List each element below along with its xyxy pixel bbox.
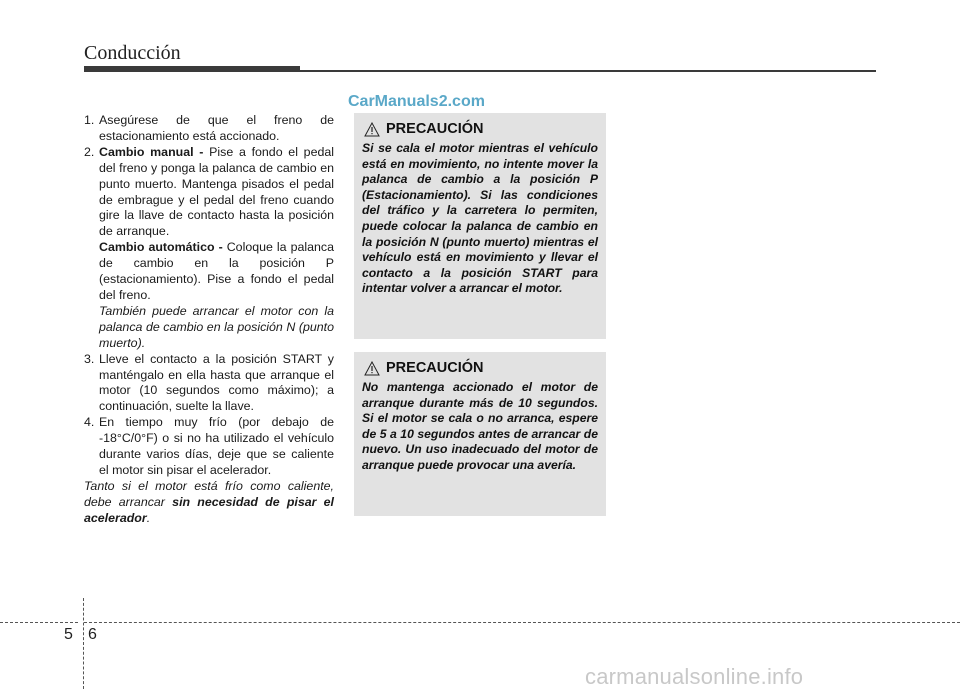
step-3-number: 3. <box>84 351 95 366</box>
step-2 <box>84 145 334 240</box>
step-2-note: También puede arrancar el motor con la palanca de cambio en la posición N (punto muerto). <box>99 303 334 350</box>
step-2-label: Cambio manual - <box>99 144 204 159</box>
step-3 <box>84 352 334 416</box>
step-2b-label: Cambio automático - <box>99 240 223 255</box>
caution-1-header <box>364 121 606 137</box>
caution-box-2 <box>354 352 606 516</box>
caution-2-header <box>364 360 606 376</box>
caution-2-title: PRECAUCIÓN <box>386 360 484 376</box>
footer-dashed-divider <box>83 598 84 689</box>
watermark-bottom: carmanualsonline.info <box>585 664 804 689</box>
warning-triangle-icon <box>364 122 380 137</box>
watermark-top: CarManuals2.com <box>348 93 485 110</box>
step-2-number: 2. <box>84 144 95 159</box>
caution-1-body: Si se cala el motor mientras el vehículo está en movimiento, no intente mover la palanca de cambio a la posición P (Estacionamiento). Si las condiciones del tráfico y la carretera lo permiten, puede colocar la palanca de cambio en la posición N (punto muerto) mientras el vehículo está en movimiento y llevar el contacto a la posición START para intentar volver a arrancar el motor. <box>362 141 598 296</box>
section-number: 5 <box>64 626 73 643</box>
caution-2-body: No mantenga accionado el motor de arranque durante más de 10 segundos. Si el motor se cala o no arranca, espere de 5 a 10 segundos antes de arrancar de nuevo. Un uso inadecuado del motor de arranque puede provocar una avería. <box>362 380 598 472</box>
warning-triangle-icon <box>364 361 380 376</box>
step-1-number: 1. <box>84 113 95 127</box>
header-rule-thin <box>300 70 876 72</box>
step-3-text: Lleve el contacto a la posición START y manténgalo en ella hasta que arranque el motor (10 segundos como máximo); a continuación, suelte la llave. <box>99 351 334 414</box>
step-4-text: En tiempo muy frío (por debajo de -18°C/0°F) o si no ha utilizado el vehículo durante varios días, deje que se caliente el motor sin pisar el acelerador. <box>99 415 334 477</box>
caution-box-1 <box>354 113 606 339</box>
closing-end: . <box>146 510 151 525</box>
page-number: 6 <box>88 626 97 643</box>
step-2b-text: Coloque la palanca de cambio en la posición P (estacionamiento). Pise a fondo el pedal del freno. <box>99 240 334 302</box>
step-1-text: Asegúrese de que el freno de estacionamiento está accionado. <box>99 113 334 143</box>
closing-note <box>84 479 334 527</box>
page-header-title: Conducción <box>84 42 181 64</box>
step-4-number: 4. <box>84 415 95 430</box>
closing-text: Tanto si el motor está frío como caliente, debe arrancar <box>84 478 334 509</box>
caution-1-title: PRECAUCIÓN <box>386 121 484 137</box>
step-1 <box>84 113 334 145</box>
step-2-automatic <box>84 240 334 304</box>
footer-dashed-rule-right <box>84 622 960 623</box>
step-4 <box>84 415 334 479</box>
closing-bold: sin necesidad de pisar el acelerador <box>84 494 335 525</box>
footer-dashed-rule-left <box>0 622 78 623</box>
procedure-column <box>84 113 334 527</box>
step-2-text: Pise a fondo el pedal del freno y ponga la palanca de cambio en punto muerto. Mantenga pisados el pedal de embrague y el pedal del freno cuando gire la llave de contacto hasta la posición de arranque. <box>99 144 334 239</box>
header-rule-thick <box>84 66 300 72</box>
